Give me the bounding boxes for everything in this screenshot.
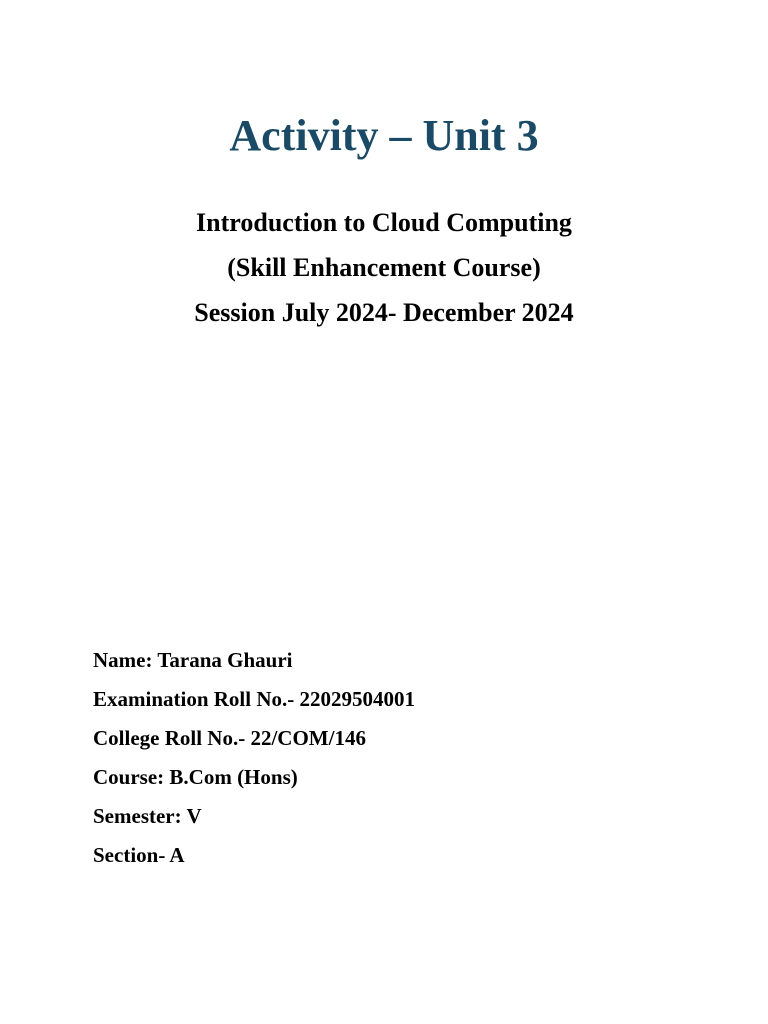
examination-roll-number: Examination Roll No.- 22029504001 (93, 687, 416, 711)
college-roll-number: College Roll No.- 22/COM/146 (93, 726, 366, 750)
student-name: Name: Tarana Ghauri (93, 648, 293, 672)
student-details (93, 641, 693, 875)
page-title: Activity – Unit 3 (229, 111, 539, 160)
section: Section- A (93, 843, 185, 867)
session-period: Session July 2024- December 2024 (194, 298, 574, 327)
course-info (0, 200, 768, 335)
course-name: Introduction to Cloud Computing (196, 208, 572, 237)
course-type: (Skill Enhancement Course) (227, 253, 541, 282)
semester: Semester: V (93, 804, 202, 828)
course: Course: B.Com (Hons) (93, 765, 298, 789)
